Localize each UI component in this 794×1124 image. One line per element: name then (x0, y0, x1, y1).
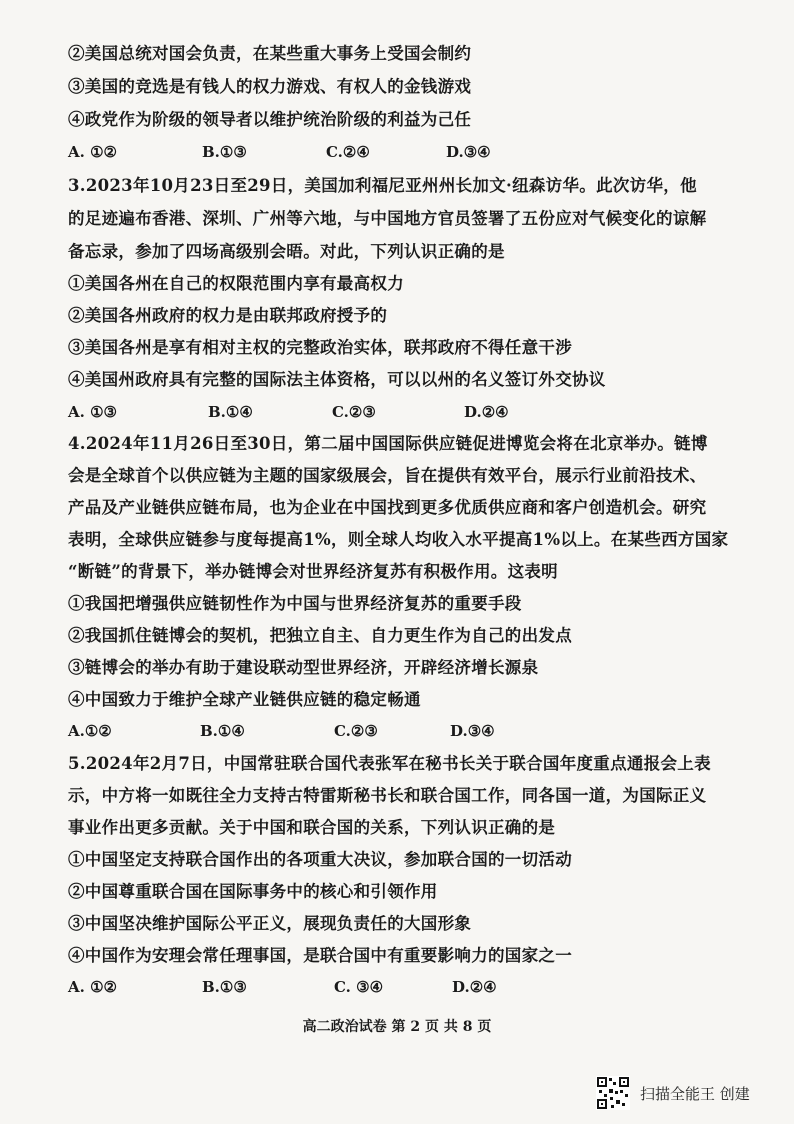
q2-item-3: ③美国的竞选是有钱人的权力游戏、有权人的金钱游戏 (68, 77, 472, 96)
q3-item-4: ④美国州政府具有完整的国际法主体资格，可以以州的名义签订外交协议 (68, 370, 606, 389)
q3-stem-line-2: 的足迹遍布香港、深圳、广州等六地，与中国地方官员签署了五份应对气候变化的谅解 (68, 209, 707, 228)
q4-item-3: ③链博会的举办有助于建设联动型世界经济，开辟经济增长源泉 (68, 658, 539, 677)
q2-item-4: ④政党作为阶级的领导者以维护统治阶级的利益为己任 (68, 110, 472, 129)
q4-option-b: B.①④ (200, 722, 245, 740)
q3-item-2: ②美国各州政府的权力是由联邦政府授予的 (68, 306, 388, 325)
q5-option-d: D.②④ (452, 978, 497, 996)
qr-code-icon (596, 1076, 630, 1110)
q5-option-b: B.①③ (202, 978, 247, 996)
q4-option-d: D.③④ (450, 722, 495, 740)
q4-stem-line-5: “断链”的背景下，举办链博会对世界经济复苏有积极作用。这表明 (68, 562, 558, 581)
q5-stem-line-3: 事业作出更多贡献。关于中国和联合国的关系，下列认识正确的是 (68, 818, 556, 837)
q5-item-4: ④中国作为安理会常任理事国，是联合国中有重要影响力的国家之一 (68, 946, 572, 965)
q5-option-c: C. ③④ (334, 978, 384, 996)
q4-stem-line-3: 产品及产业链供应链布局，也为企业在中国找到更多优质供应商和客户创造机会。研究 (68, 498, 707, 517)
q5-item-1: ①中国坚定支持联合国作出的各项重大决议，参加联合国的一切活动 (68, 850, 572, 869)
q4-stem-line-1: 4.2024年11月26日至30日，第二届中国国际供应链促进博览会将在北京举办。链博 (68, 434, 708, 453)
q3-option-c: C.②③ (332, 403, 376, 421)
q4-option-c: C.②③ (334, 722, 378, 740)
q3-stem-line-3: 备忘录，参加了四场高级别会晤。对此，下列认识正确的是 (68, 242, 505, 261)
q3-option-d: D.②④ (464, 403, 509, 421)
q5-item-3: ③中国坚决维护国际公平正义，展现负责任的大国形象 (68, 914, 472, 933)
q2-item-2: ②美国总统对国会负责，在某些重大事务上受国会制约 (68, 44, 472, 63)
q3-option-b: B.①④ (208, 403, 253, 421)
q4-item-1: ①我国把增强供应链韧性作为中国与世界经济复苏的重要手段 (68, 594, 522, 613)
q4-item-2: ②我国抓住链博会的契机，把独立自主、自力更生作为自己的出发点 (68, 626, 572, 645)
q5-item-2: ②中国尊重联合国在国际事务中的核心和引领作用 (68, 882, 438, 901)
q5-stem-line-2: 示，中方将一如既往全力支持古特雷斯秘书长和联合国工作，同各国一道，为国际正义 (68, 786, 707, 805)
q3-stem-line-1: 3.2023年10月23日至29日，美国加利福尼亚州州长加文·纽森访华。此次访华，他 (68, 176, 697, 195)
q5-option-a: A. ①② (68, 978, 117, 996)
q3-item-1: ①美国各州在自己的权限范围内享有最高权力 (68, 274, 404, 293)
q2-option-d: D.③④ (446, 143, 491, 161)
q2-option-c: C.②④ (326, 143, 370, 161)
scanner-watermark-text: 扫描全能王 创建 (640, 1085, 750, 1103)
q2-option-b: B.①③ (202, 143, 247, 161)
q3-option-a: A. ①③ (68, 403, 117, 421)
q4-stem-line-2: 会是全球首个以供应链为主题的国家级展会，旨在提供有效平台，展示行业前沿技术、 (68, 466, 707, 485)
q3-item-3: ③美国各州是享有相对主权的完整政治实体，联邦政府不得任意干涉 (68, 338, 572, 357)
q2-option-a: A. ①② (68, 143, 117, 161)
q4-stem-line-4: 表明，全球供应链参与度每提高1%，则全球人均收入水平提高1%以上。在某些西方国家 (68, 530, 729, 549)
q4-option-a: A.①② (68, 722, 112, 740)
page-footer: 高二政治试卷 第 2 页 共 8 页 (302, 1019, 492, 1035)
q4-item-4: ④中国致力于维护全球产业链供应链的稳定畅通 (68, 690, 421, 709)
q5-stem-line-1: 5.2024年2月7日，中国常驻联合国代表张军在秘书长关于联合国年度重点通报会上表 (68, 754, 711, 773)
